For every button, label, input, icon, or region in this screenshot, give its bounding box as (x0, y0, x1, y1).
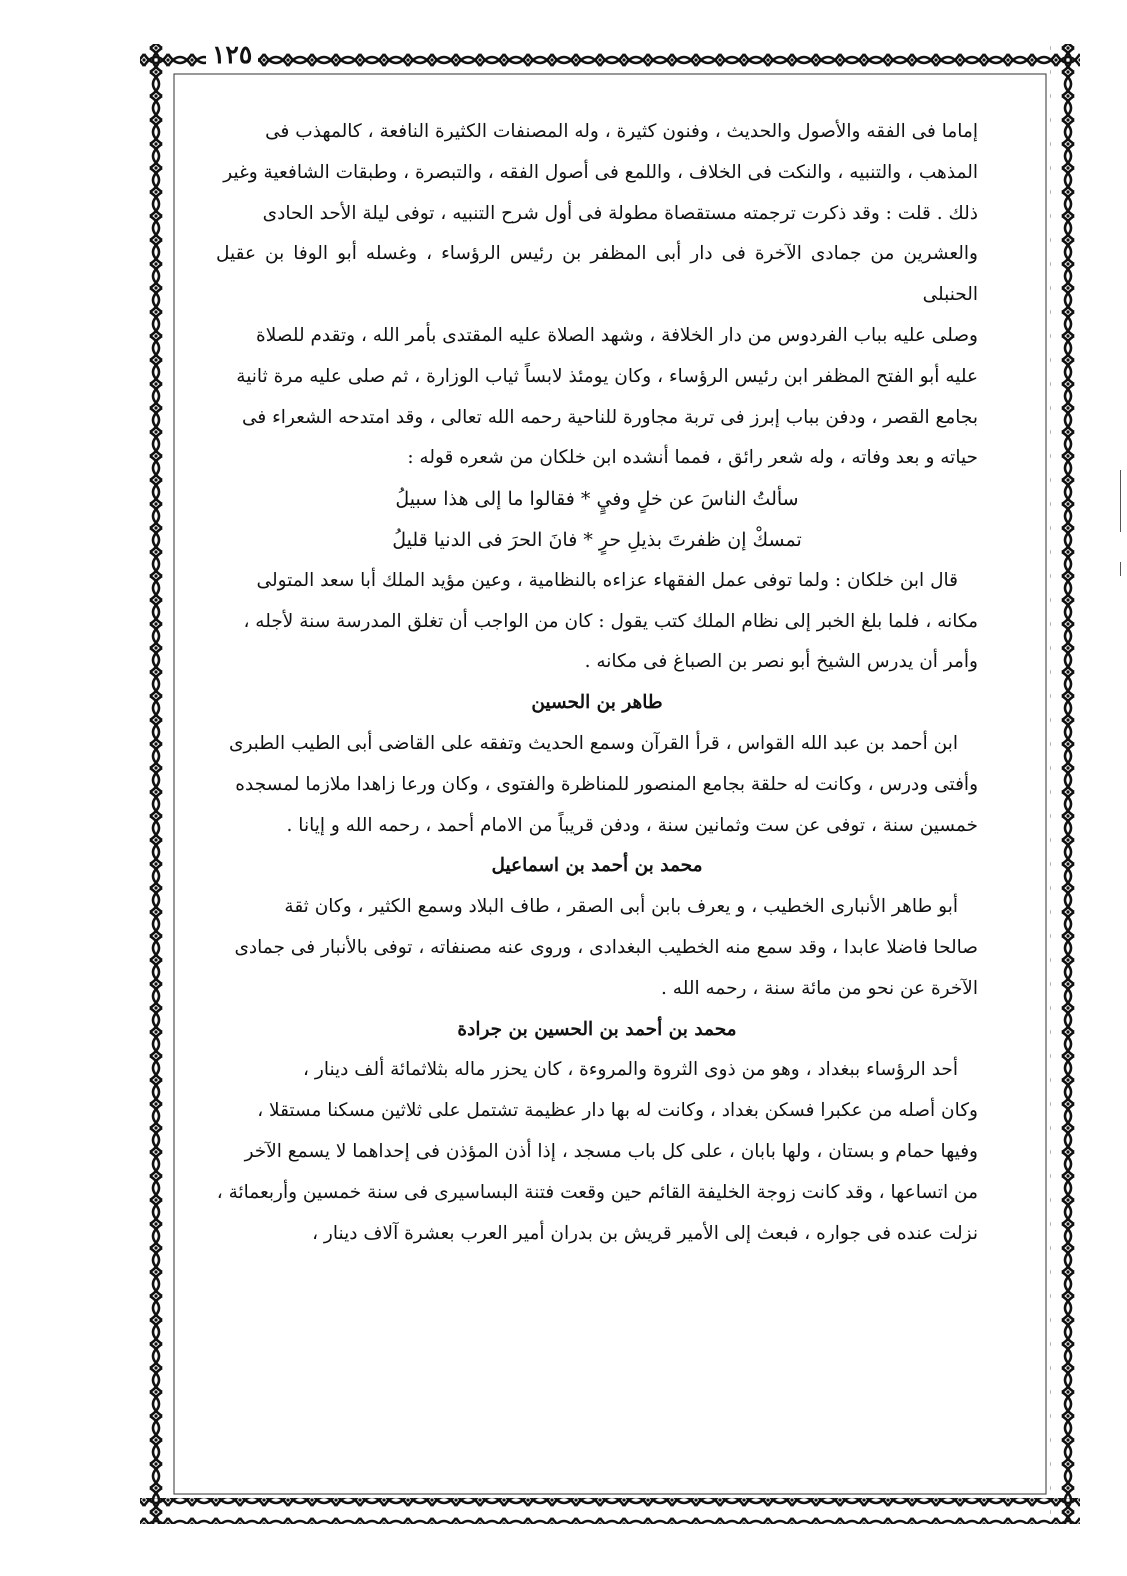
paragraph-line: إماما فى الفقه والأصول والحديث ، وفنون كثيرة ، وله المصنفات الكثيرة النافعة ، كالمهذب فى (265, 121, 978, 142)
section-heading: محمد بن أحمد بن اسماعيل (491, 855, 703, 877)
paragraph-line: أحد الرؤساء ببغداد ، وهو من ذوى الثروة والمروءة ، كان يحزر ماله بثلاثمائة ألف دينار ، (303, 1059, 958, 1081)
paragraph-line: نزلت عنده فى جواره ، فبعث إلى الأمير قريش بن بدران أمير العرب بعشرة آلاف دينار ، (312, 1222, 978, 1244)
paragraph-line: بجامع القصر ، ودفن بباب إبرز فى تربة مجاورة للناحية رحمه الله تعالى ، وقد امتدحه الشعراء فى (241, 406, 978, 428)
paragraph-line: والعشرين من جمادى الآخرة فى دار أبى المظفر بن رئيس الرؤساء ، وغسله أبو الوفا بن عقيل الحنبلى (216, 243, 978, 306)
section-heading: محمد بن أحمد بن الحسين بن جرادة (457, 1018, 737, 1040)
paragraph-line: وفيها حمام و بستان ، ولها بابان ، على كل باب مسجد ، إذا أذن المؤذن فى إحداهما لا يسمع الآخر (244, 1140, 978, 1162)
paragraph-line: ذلك . قلت : وقد ذكرت ترجمته مستقصاة مطولة فى أول شرح التنبيه ، توفى ليلة الأحد الحادى (262, 202, 978, 224)
paragraph-line: وأفتى ودرس ، وكانت له حلقة بجامع المنصور للمناظرة والفتوى ، وكان ورعا زاهدا ملازما لمسجده (235, 773, 978, 795)
border-bottom (140, 1498, 1080, 1524)
paragraph-line: خمسين سنة ، توفى عن ست وثمانين سنة ، ودفن قريباً من الامام أحمد ، رحمه الله و إيانا . (286, 814, 978, 836)
border-left (144, 44, 170, 1524)
paragraph-line: ابن أحمد بن عبد الله القواس ، قرأ القرآن وسمع الحديث وتفقه على القاضى أبى الطيب الطبرى (228, 732, 958, 754)
border-top (140, 44, 1080, 70)
paragraph-line: أبو طاهر الأنبارى الخطيب ، و يعرف بابن أبى الصقر ، طاف البلاد وسمع الكثير ، وكان ثقة (284, 896, 958, 918)
section-heading: طاهر بن الحسين (531, 692, 663, 714)
paragraph-line: قال ابن خلكان : ولما توفى عمل الفقهاء عزاءه بالنظامية ، وعين مؤيد الملك أبا سعد المتولى (256, 569, 958, 591)
paragraph-line: وكان أصله من عكبرا فسكن بغداد ، وكانت له بها دار عظيمة تشتمل على ثلاثين مسكنا مستقلا ، (257, 1100, 978, 1122)
poem-verse: تمسكْ إن ظفرتَ بذيلِ حرٍ * فانَ الحرَ فى الدنيا قليلُ (392, 528, 802, 551)
paragraph-line: صالحا فاضلا عابدا ، وقد سمع منه الخطيب البغدادى ، وروى عنه مصنفاته ، توفى بالأنبار فى جمادى (234, 936, 978, 958)
paragraph-line: مكانه ، فلما بلغ الخبر إلى نظام الملك كتب يقول : كان من الواجب أن تغلق المدرسة سنة لأجله ، (243, 610, 978, 632)
paragraph-line: عليه أبو الفتح المظفر ابن رئيس الرؤساء ، وكان يومئذ لابساً ثياب الوزارة ، ثم صلى عليه مرة ثانية (236, 365, 978, 387)
paragraph-line: المذهب ، والتنبيه ، والنكت فى الخلاف ، واللمع فى أصول الفقه ، والتبصرة ، وطبقات الشافعية وغير (223, 161, 978, 183)
text-body (216, 112, 978, 1442)
poem-verse: سألتُ الناسَ عن خلٍ وفيٍ * فقالوا ما إلى هذا سبيلُ (395, 488, 799, 511)
scan-artifact-line (1120, 470, 1121, 532)
paragraph-line: وأمر أن يدرس الشيخ أبو نصر بن الصباغ فى مكانه . (584, 651, 978, 673)
paragraph-line: وصلى عليه بباب الفردوس من دار الخلافة ، وشهد الصلاة عليه المقتدى بأمر الله ، وتقدم للصلاة (256, 324, 978, 346)
paragraph-line: من اتساعها ، وقد كانت زوجة الخليفة القائم حين وقعت فتنة البساسيرى فى سنة خمسين وأربعمائة ، (216, 1181, 978, 1203)
scan-artifact-line (1120, 562, 1121, 576)
page-number: ١٢٥ (206, 40, 258, 70)
paragraph-line: الآخرة عن نحو من مائة سنة ، رحمه الله . (661, 977, 978, 999)
border-right (1050, 44, 1076, 1524)
paragraph-line: حياته و بعد وفاته ، وله شعر رائق ، فمما أنشده ابن خلكان من شعره قوله : (407, 447, 978, 469)
